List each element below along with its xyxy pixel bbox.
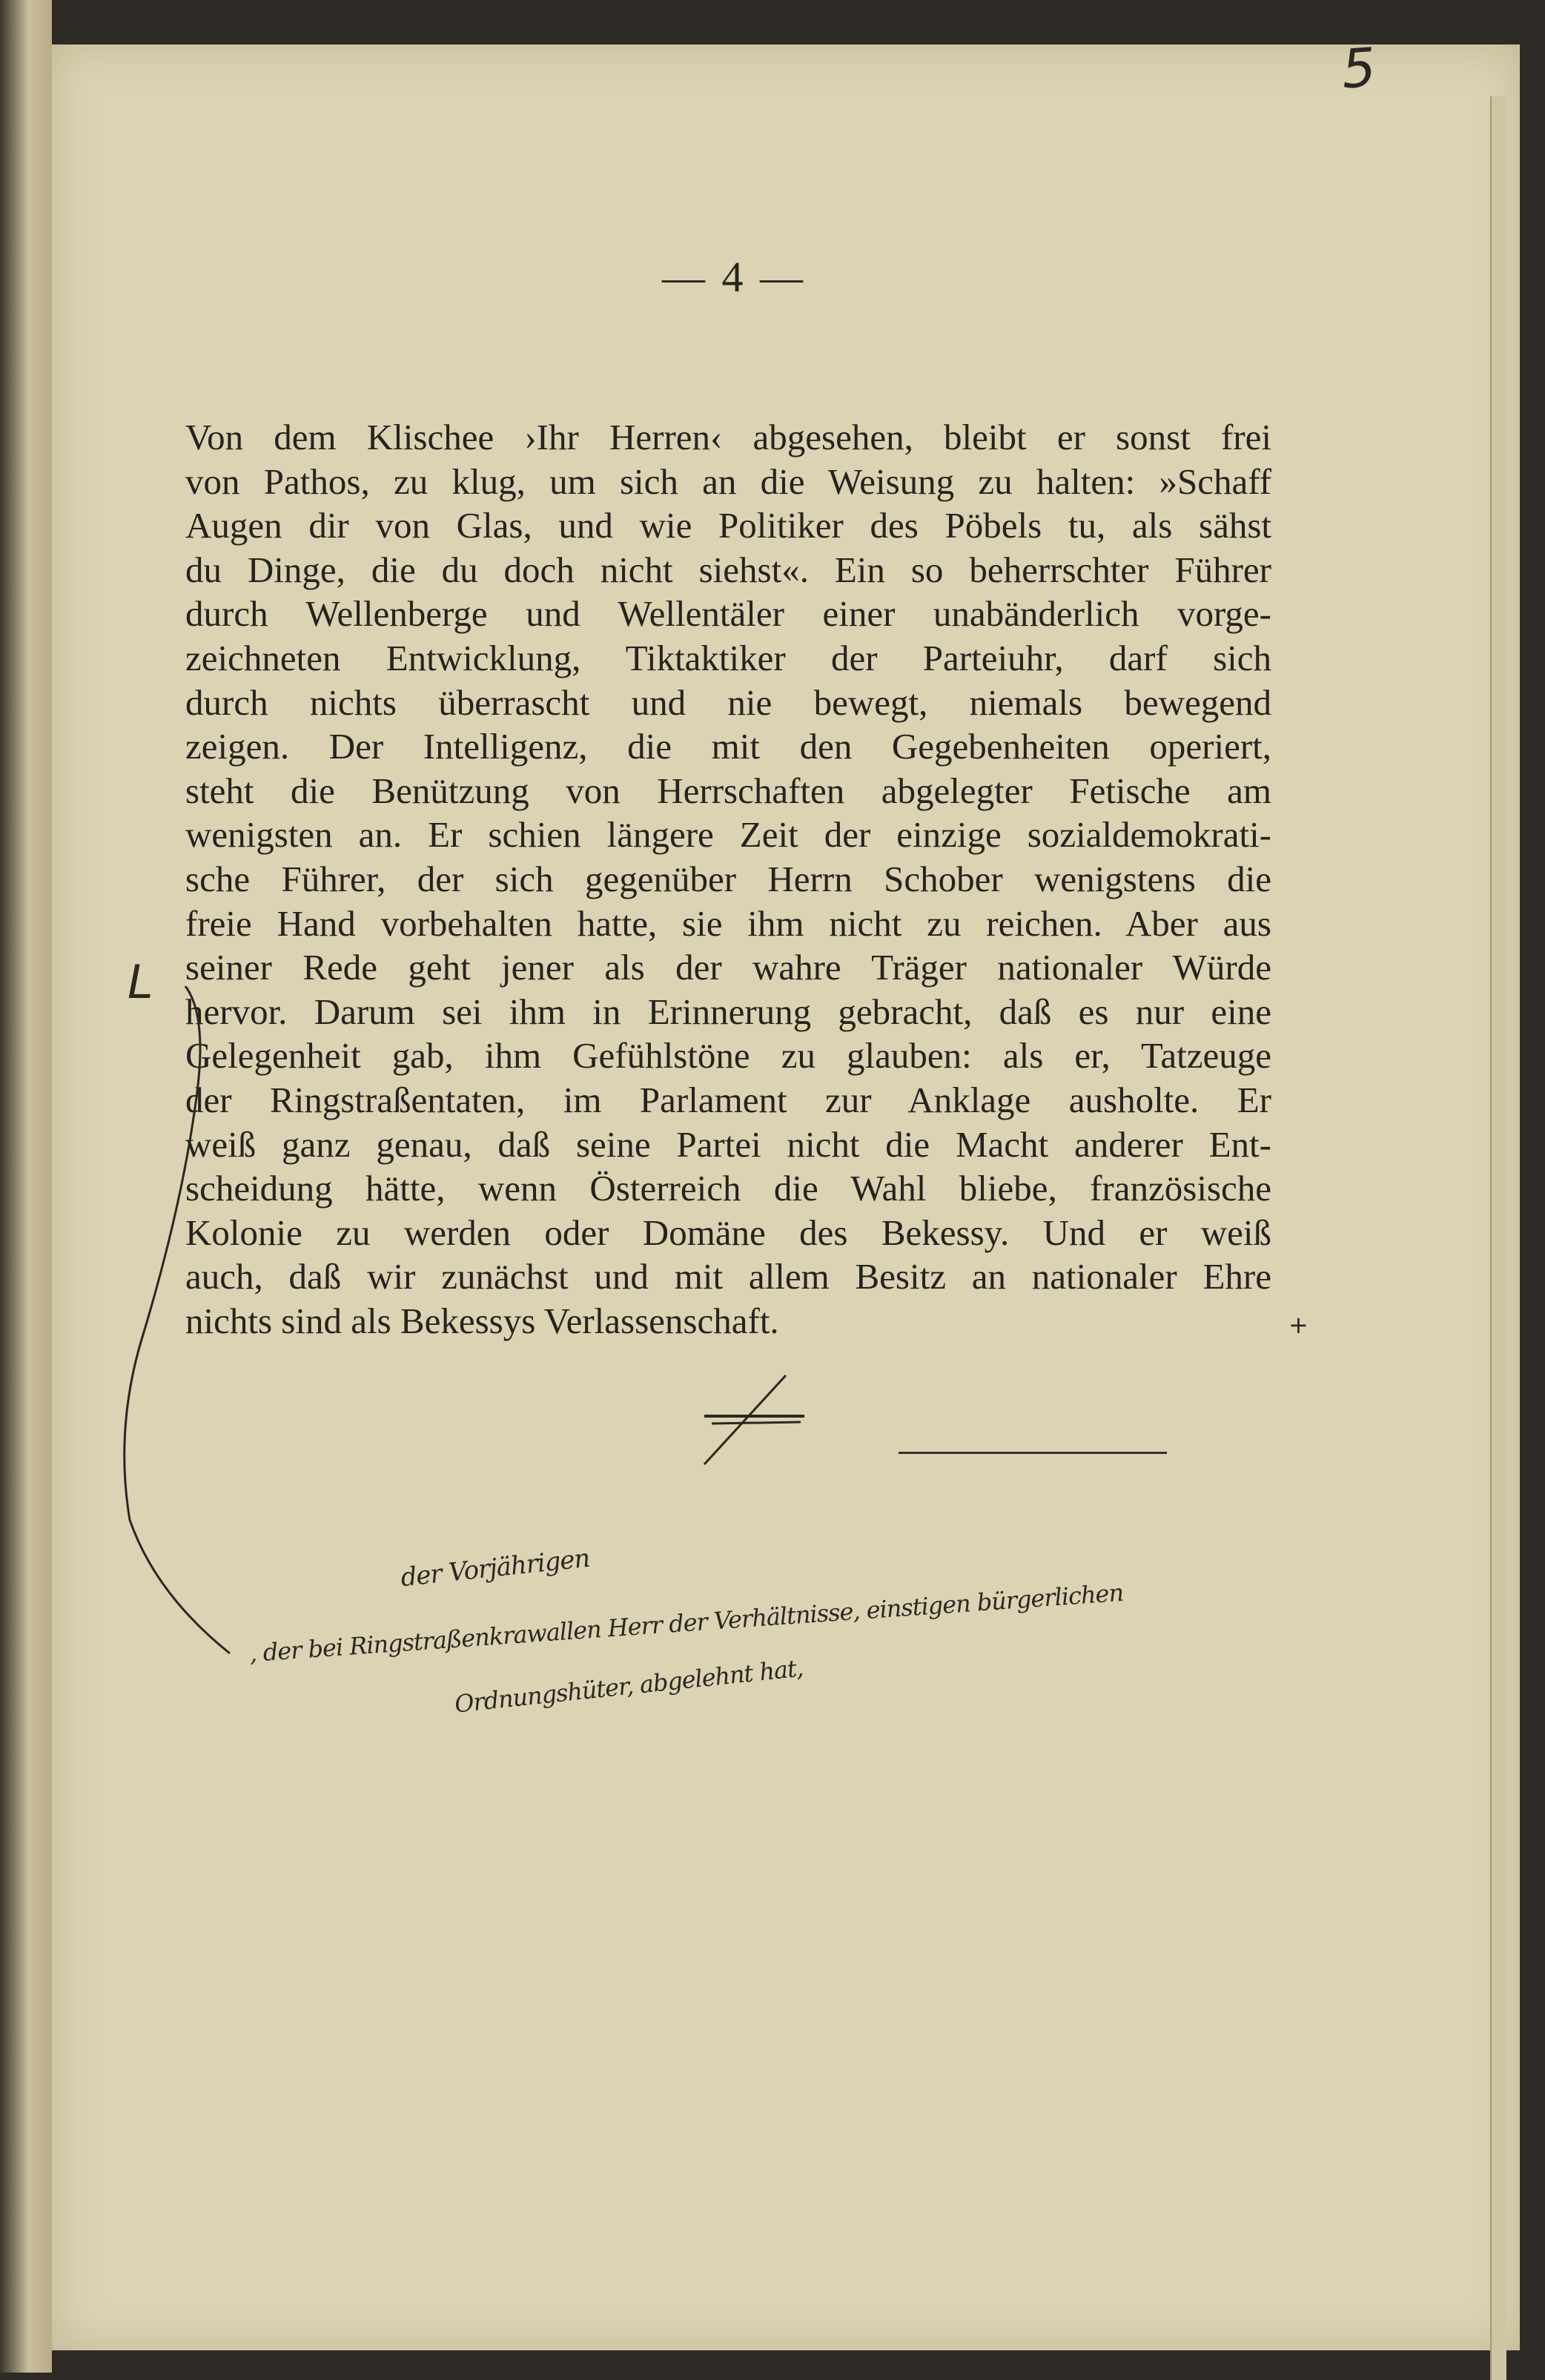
text-line: von Pathos, zu klug, um sich an die Weisung zu halten: »Schaff bbox=[185, 460, 1271, 502]
text-line: der Ringstraßentaten, im Parlament zur Anklage ausholte. Er bbox=[185, 1079, 1271, 1120]
text-line: sche Führer, der sich gegenüber Herrn Schober wenigstens die bbox=[185, 858, 1271, 899]
text-line: steht die Benützung von Herrschaften abgelegter Fetische am bbox=[185, 770, 1271, 811]
text-line: du Dinge, die du doch nicht siehst«. Ein so beherrschter Führer bbox=[185, 549, 1271, 590]
handwritten-note-1: der Vorjährigen bbox=[399, 1543, 592, 1593]
page-edge bbox=[1490, 96, 1506, 2380]
text-line: Augen dir von Glas, und wie Politiker des Pöbels tu, als sähst bbox=[185, 505, 1271, 546]
struck-ornament bbox=[682, 1372, 815, 1468]
text-line: hervor. Darum sei ihm in Erinnerung gebracht, daß es nur eine bbox=[185, 991, 1271, 1032]
text-line: wenigsten an. Er schien längere Zeit der einzige sozialdemokrati- bbox=[185, 814, 1271, 856]
section-separator bbox=[899, 1452, 1167, 1454]
text-line: freie Hand vorbehalten hatte, sie ihm nicht zu reichen. Aber aus bbox=[185, 902, 1271, 944]
text-line: seiner Rede geht jener als der wahre Träger nationaler Würde bbox=[185, 947, 1271, 988]
text-line: durch Wellenberge und Wellentäler einer unabänderlich vorge- bbox=[185, 593, 1271, 635]
text-line: auch, daß wir zunächst und mit allem Besitz an nationaler Ehre bbox=[185, 1256, 1271, 1298]
folio-number: 5 bbox=[1340, 36, 1378, 101]
body-text bbox=[185, 415, 1271, 1343]
margin-insert-mark: L bbox=[128, 955, 153, 1009]
book-spine bbox=[0, 0, 52, 2373]
text-line: scheidung hätte, wenn Österreich die Wahl bliebe, französische bbox=[185, 1168, 1271, 1209]
text-line: weiß ganz genau, daß seine Partei nicht die Macht anderer Ent- bbox=[185, 1123, 1271, 1165]
handwritten-note-3: Ordnungshüter, abgelehnt hat, bbox=[453, 1653, 804, 1719]
text-line: zeigen. Der Intelligenz, die mit den Gegebenheiten operiert, bbox=[185, 726, 1271, 767]
text-line: nichts sind als Bekessys Verlassenschaft. bbox=[185, 1300, 779, 1341]
text-line: zeichneten Entwicklung, Tiktaktiker der Parteiuhr, darf sich bbox=[185, 637, 1271, 678]
text-line: Gelegenheit gab, ihm Gefühlstöne zu glauben: als er, Tatzeuge bbox=[185, 1035, 1271, 1077]
end-insert-mark: + bbox=[1288, 1311, 1309, 1339]
page-number: — 4 — bbox=[662, 253, 806, 301]
handwritten-note-2: , der bei Ringstraßenkrawallen Herr der Verhältnisse, einstigen bürgerlichen bbox=[248, 1578, 1125, 1668]
text-line: durch nichts überrascht und nie bewegt, niemals bewegend bbox=[185, 681, 1271, 723]
margin-bracket-line bbox=[111, 986, 245, 1668]
text-line: Kolonie zu werden oder Domäne des Bekessy. Und er weiß bbox=[185, 1212, 1271, 1253]
text-line: Von dem Klischee ›Ihr Herren‹ abgesehen, bleibt er sonst frei bbox=[185, 417, 1271, 457]
